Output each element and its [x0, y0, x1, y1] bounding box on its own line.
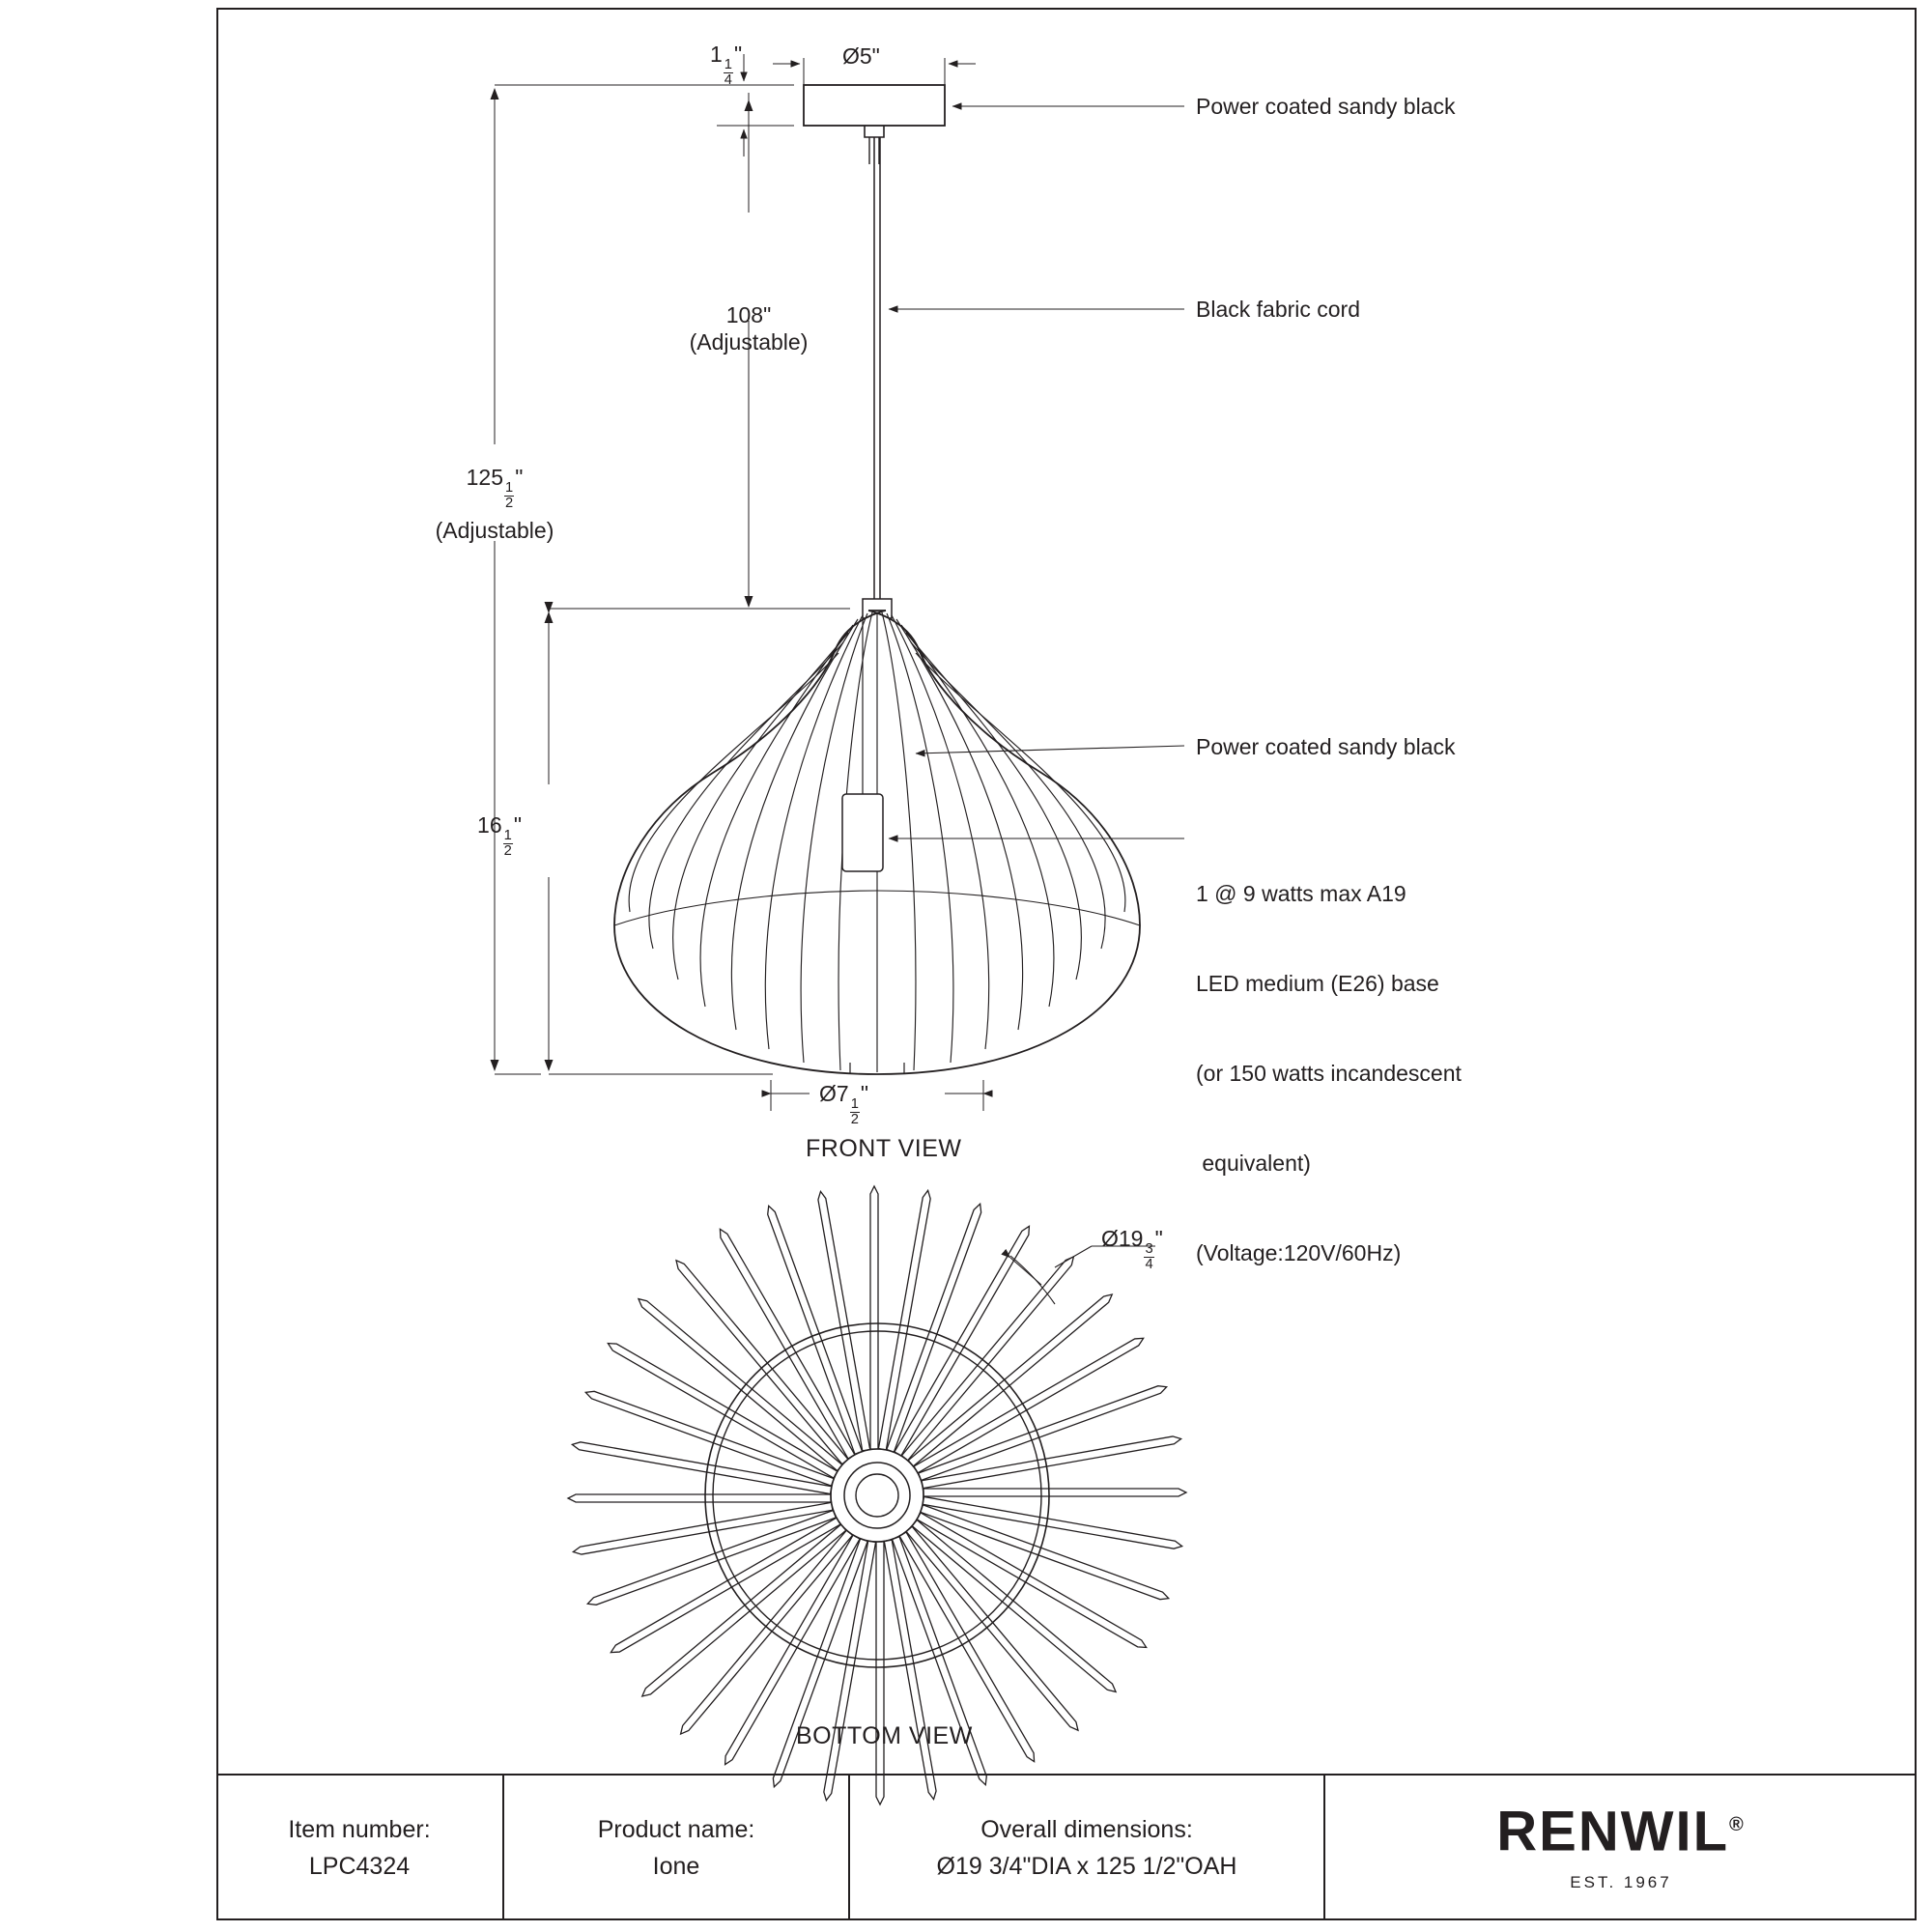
title-block-product-name — [504, 1776, 850, 1920]
bulb-spec-line-4: equivalent) — [1196, 1151, 1311, 1176]
dimension-overall-height: 125 $\frac{1}{2}$ " (Adjustable) — [435, 465, 554, 543]
callout-cord: Black fabric cord — [1196, 297, 1361, 322]
callout-bulb-spec — [1196, 819, 1462, 1328]
dimension-cord-length: 108" (Adjustable) — [689, 302, 809, 355]
title-block-overall-dimensions — [850, 1776, 1325, 1920]
bulb-spec-line-2: LED medium (E26) base — [1196, 971, 1439, 996]
product-name-label: Product name: — [597, 1816, 755, 1843]
title-block-item-number — [216, 1776, 504, 1920]
overall-dimensions-value: Ø19 3/4"DIA x 125 1/2"OAH — [936, 1853, 1237, 1880]
callout-canopy-finish: Power coated sandy black — [1196, 94, 1456, 119]
dimension-canopy-height: 1 $\frac{1}{4}$ " — [710, 42, 743, 88]
brand-wordmark — [1496, 1795, 1746, 1861]
bulb-spec-line-3: (or 150 watts incandescent — [1196, 1061, 1462, 1086]
product-name-value: Ione — [652, 1853, 700, 1880]
callout-shade-finish: Power coated sandy black — [1196, 734, 1456, 759]
dimension-shade-height: 16 $\frac{1}{2}$ " — [477, 812, 522, 859]
brand-tagline: EST. 1967 — [1570, 1872, 1672, 1891]
title-block — [216, 1774, 1917, 1920]
overall-dimensions-label: Overall dimensions: — [980, 1816, 1193, 1843]
bottom-view-label: BOTTOM VIEW — [796, 1722, 973, 1749]
item-number-value: LPC4324 — [308, 1853, 411, 1880]
dimension-canopy-diameter: Ø5" — [842, 43, 880, 69]
bulb-spec-line-1: 1 @ 9 watts max A19 — [1196, 881, 1406, 906]
title-block-brand — [1325, 1776, 1917, 1920]
dimension-shade-bottom-diameter: Ø19 $\frac{3}{4}$ " — [1101, 1226, 1163, 1272]
brand-name: RENWIL — [1496, 1800, 1729, 1863]
item-number-label: Item number: — [288, 1816, 431, 1843]
brand-registered-mark: ® — [1729, 1814, 1746, 1836]
renwil-logo — [1496, 1795, 1746, 1900]
bulb-spec-line-5: (Voltage:120V/60Hz) — [1196, 1240, 1402, 1265]
dimension-shade-top-diameter: Ø7 $\frac{1}{2}$ " — [819, 1081, 869, 1127]
front-view-label: FRONT VIEW — [806, 1135, 962, 1162]
